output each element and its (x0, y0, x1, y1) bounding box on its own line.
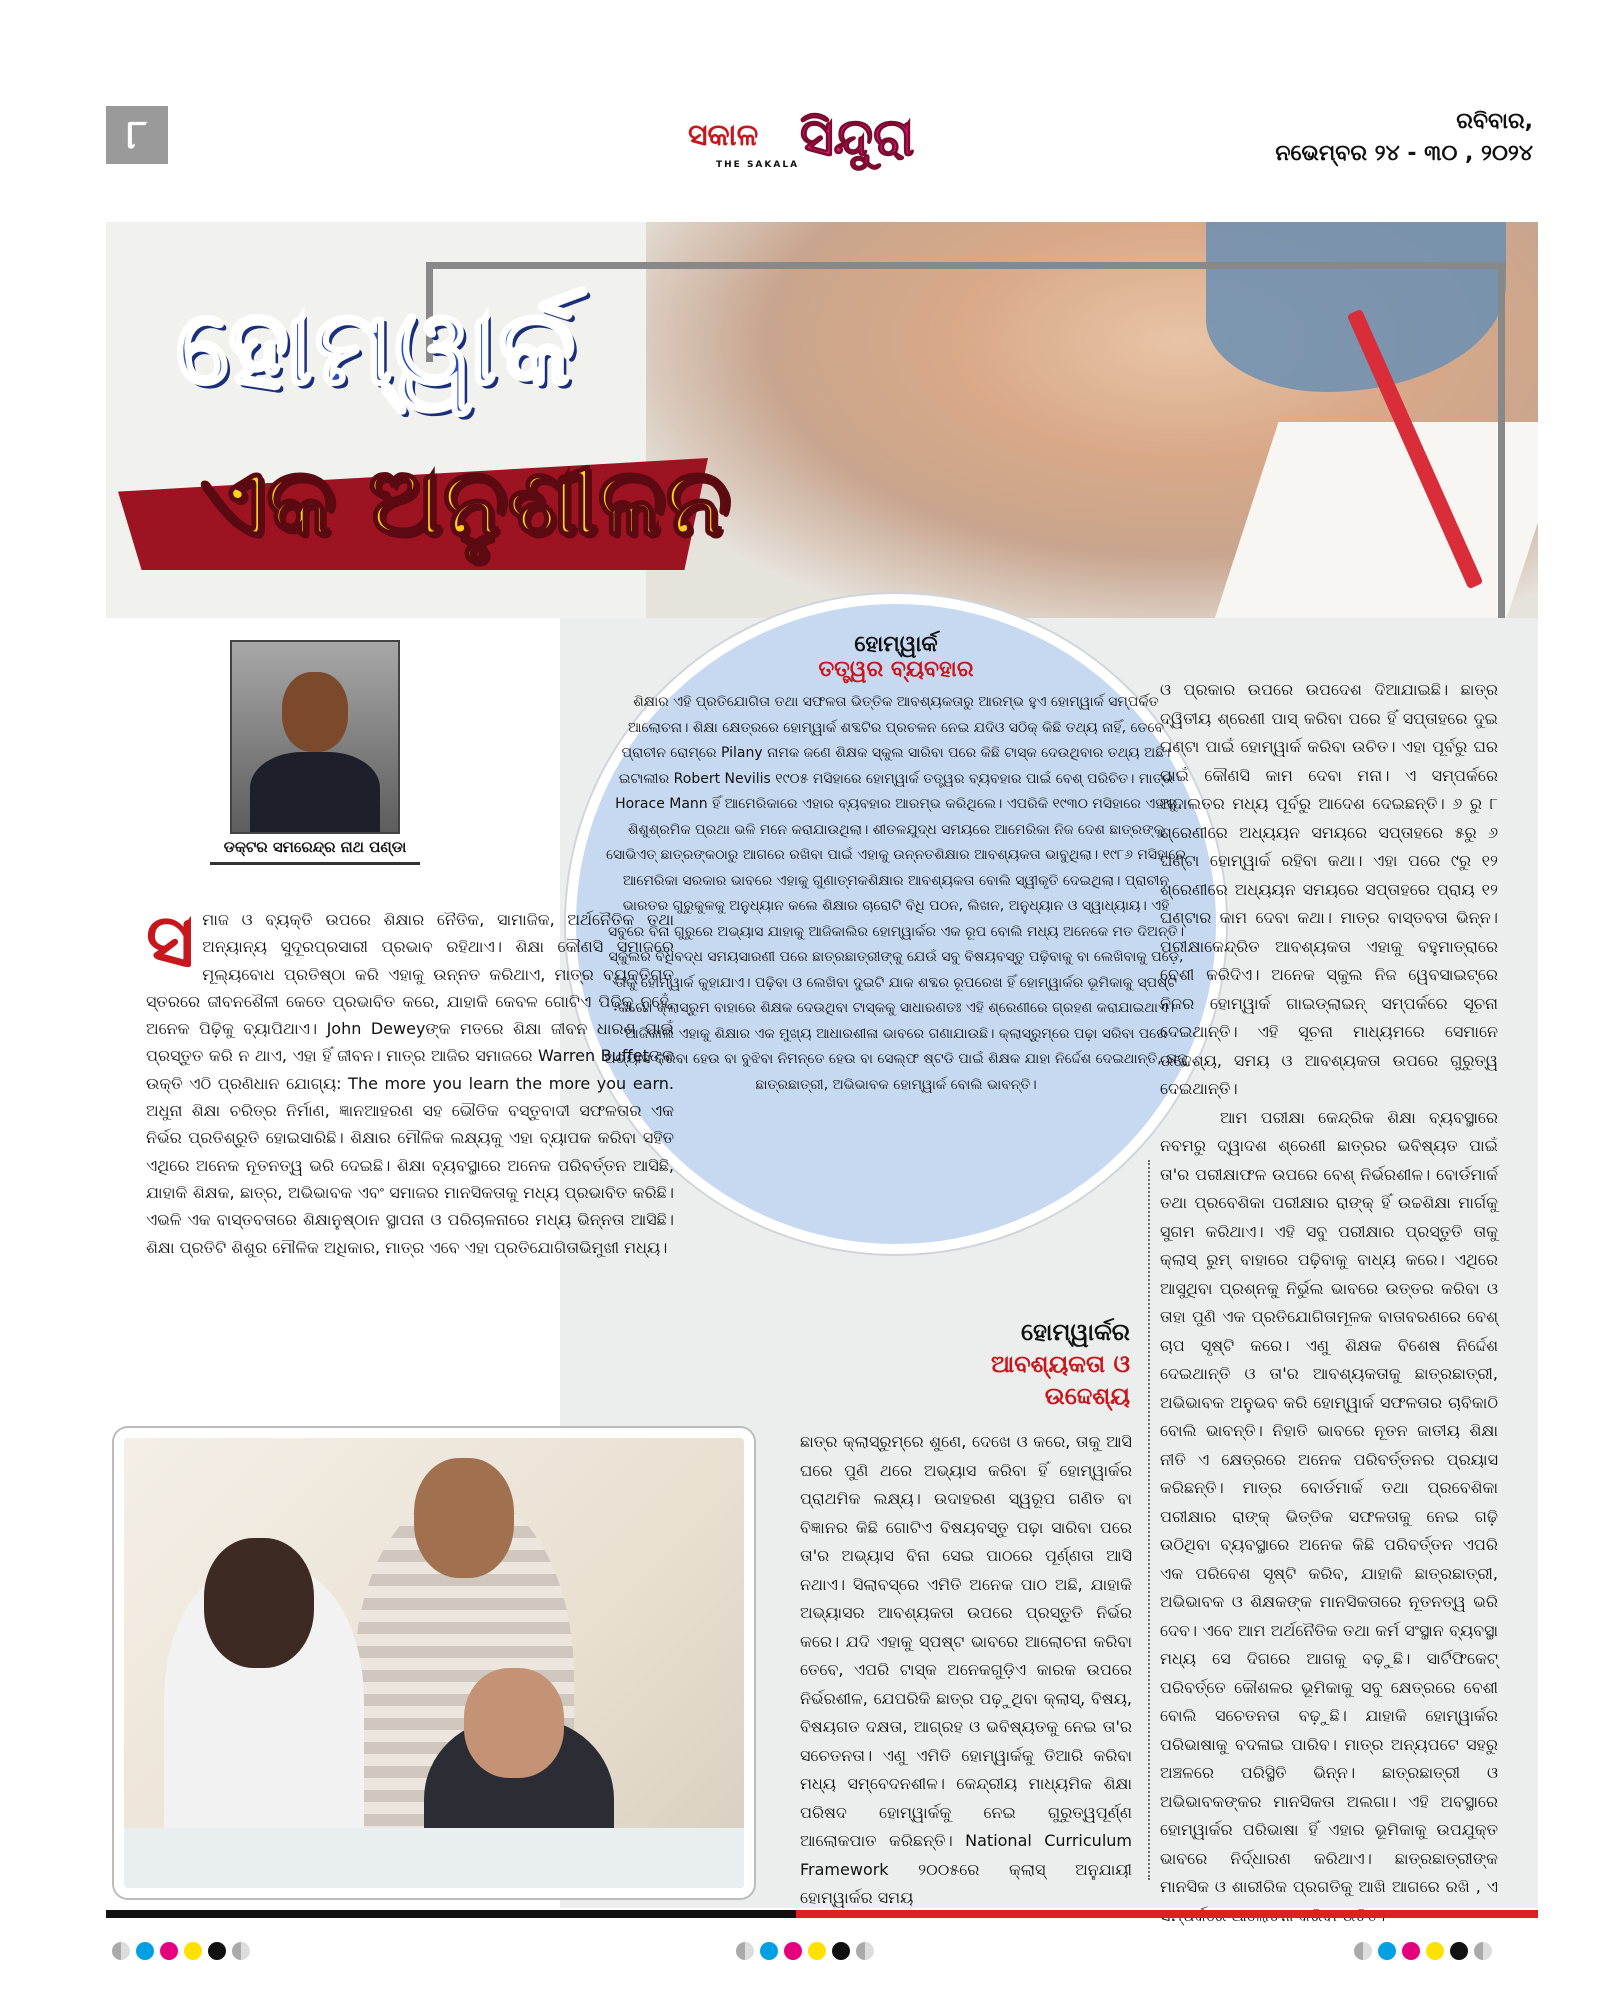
intro-text (146, 898, 674, 1261)
author-name: ଡକ୍ଟର ସମରେନ୍ଦ୍ର ନାଥ ପଣ୍ଡା (223, 838, 407, 856)
author-body-shape (250, 752, 380, 834)
circle-paragraph-2: ସ୍କୁଲର ବିଧିବଦ୍ଧ ସମୟସାରଣୀ ପରେ ଛାତ୍ରଛାତ୍ରୀଙ୍କୁ ଯେଉଁ ସବୁ ବିଷୟବସ୍ତୁ ପଢ଼ିବାକୁ ବା ଲେଖିବାକୁ ପଡ଼େ, ତାକୁ ହୋମ୍‌ୱାର୍କ କୁହାଯାଏ। ପଢ଼ିବା ଓ ଲେଖିବା ଦୁଇଟି ଯାକ ଶବ୍ଦର ରୂପରେଖ ହିଁ ହୋମ୍‌ୱାର୍କର ଭୂମିକାକୁ ସ୍ପଷ୍ଟ କରେ। କ୍ଲାସ୍‌ରୁମ ବାହାରେ ଶିକ୍ଷକ ଦେଉଥିବା ଟାସ୍କକୁ ସାଧାରଣତଃ ଏହି ଶ୍ରେଣୀରେ ଗ୍ରହଣ କରାଯାଇଥାଏ। ଆଜିକାଲି ଏହାକୁ ଶିକ୍ଷାର ଏକ ମୁଖ୍ୟ ଆଧାରଶୀଳା ଭାବରେ ଗଣାଯାଉଛି। କ୍ଲାସ୍‌ରୁମ୍‌ରେ ପଢ଼ା ସରିବା ପରେ ଅଭ୍ୟାସ କରିବା ହେଉ ବା ବୁଝିବା ନିମନ୍ତେ ହେଉ ବା ସେଲ୍ଫ ଷ୍ଟଡି ପାଇଁ ଶିକ୍ଷକ ଯାହା ନିର୍ଦ୍ଦେଶ ଦେଇଥାନ୍ତି, ତାକୁ ଛାତ୍ରଛାତ୍ରୀ, ଅଭିଭାବକ ହୋମ୍‌ୱାର୍କ ବୋଲି ଭାବନ୍ତି। (604, 949, 1188, 1093)
section2-heading-line3: ଉଦ୍ଦେଶ୍ୟ (1044, 1382, 1130, 1410)
section2-text: ଛାତ୍ର କ୍ଲାସ୍‌ରୁମ୍‌ରେ ଶୁଣେ, ଦେଖେ ଓ କରେ, ତାକୁ ଆସି ଘରେ ପୁଣି ଥରେ ଅଭ୍ୟାସ କରିବା ହିଁ ହୋମ୍‌ୱାର୍କର ପ୍ରାଥମିକ ଲକ୍ଷ୍ୟ। ଉଦାହରଣ ସ୍ୱରୂପ ଗଣିତ ବା ବିଜ୍ଞାନର କିଛି ଗୋଟିଏ ବିଷୟବସ୍ତୁ ପଢ଼ା ସାରିବା ପରେ ତା'ର ଅଭ୍ୟାସ ବିନା ସେଇ ପାଠରେ ପୂର୍ଣ୍ଣତା ଆସି ନଥାଏ। ସିଲାବସ୍‌ରେ ଏମିତି ଅନେକ ପାଠ ଅଛି, ଯାହାକି ଅଭ୍ୟାସର ଆବଶ୍ୟକତା ଉପରେ ପ୍ରସ୍ତୁତି ନିର୍ଭର କରେ। ଯଦି ଏହାକୁ ସ୍ପଷ୍ଟ ଭାବରେ ଆଲୋଚନା କରିବା ତେବେ, ଏପରି ଟାସ୍କ ଅନେକଗୁଡ଼ିଏ କାରକ ଉପରେ ନିର୍ଭରଶୀଳ, ଯେପରିକି ଛାତ୍ର ପଢ଼ୁଥିବା କ୍ଲାସ୍, ବିଷୟ, ବିଷୟଗତ ଦକ୍ଷତା, ଆଗ୍ରହ ଓ ଭବିଷ୍ୟତକୁ ନେଇ ତା'ର ସଚେତନତା। ଏଣୁ ଏମିତି ହୋମ୍‌ୱାର୍କକୁ ତିଆରି କରିବା ମଧ୍ୟ ସମ୍ବେଦନଶୀଳ। କେନ୍ଦ୍ରୀୟ ମାଧ୍ୟମିକ ଶିକ୍ଷା ପରିଷଦ ହୋମ୍‌ୱାର୍କକୁ ନେଇ ଗୁରୁତ୍ୱପୂର୍ଣ୍ଣ ଆଲୋକପାତ କରିଛନ୍ତି। National Curriculum Framework ୨୦୦୫ରେ କ୍ଲାସ୍ ଅନୁଯାୟୀ ହୋମ୍‌ୱାର୍କର ସମୟ (800, 1432, 1132, 1907)
registration-marks-right (1354, 1942, 1492, 1960)
article-title-line2: ଏକ ଅନୁଶୀଳନ (200, 448, 731, 557)
registration-half-dot (232, 1942, 250, 1960)
author-head-shape (282, 672, 348, 752)
registration-black-dot (1450, 1942, 1468, 1960)
circle-content (598, 604, 1194, 1098)
girl-head-shape (464, 1668, 564, 1778)
dropcap: ସ (146, 898, 195, 984)
page-number: ୮ (106, 106, 168, 164)
masthead-sub-logo: THE SAKALA (716, 160, 800, 170)
registration-yellow-dot (184, 1942, 202, 1960)
paper-shape (1214, 422, 1538, 618)
table-shape (124, 1828, 744, 1888)
circle-subheading: ତତ୍ତ୍ୱର ବ୍ୟବହାର (818, 657, 974, 682)
masthead (688, 108, 988, 188)
registration-magenta-dot (160, 1942, 178, 1960)
registration-magenta-dot (784, 1942, 802, 1960)
registration-cyan-dot (1378, 1942, 1396, 1960)
frame-line-right (1498, 262, 1505, 618)
registration-marks-center (736, 1942, 874, 1960)
supplement-logo: ସିନ୍ଦୁରା (800, 108, 915, 168)
writing-hand-photo (646, 222, 1538, 618)
circle-heading: ହୋମ୍‌ୱାର୍କ (854, 632, 938, 657)
mother-head-shape (204, 1538, 314, 1668)
frame-line-top (426, 262, 1506, 269)
masthead-main-logo: ସକାଳ (688, 118, 759, 153)
registration-half-dot (736, 1942, 754, 1960)
registration-half-dot (1354, 1942, 1372, 1960)
right-paragraph-1: ଓ ପ୍ରକାର ଉପରେ ଉପଦେଶ ଦିଆଯାଇଛି। ଛାତ୍ର ଦ୍ୱିତୀୟ ଶ୍ରେଣୀ ପାସ୍ କରିବା ପରେ ହିଁ ସପ୍ତାହରେ ଦୁଇ ଘଣ୍ଟା ପାଇଁ ହୋମ୍‌ୱାର୍କ କରିବା ଉଚିତ। ଏହା ପୂର୍ବରୁ ଘର ପାଇଁ କୌଣସି କାମ ଦେବା ମନା। ଏ ସମ୍ପର୍କରେ ଅଦାଲତର ମଧ୍ୟ ପୂର୍ବରୁ ଆଦେଶ ଦେଇଛନ୍ତି। ୬ ରୁ ୮ ଶ୍ରେଣୀରେ ଅଧ୍ୟୟନ ସମୟରେ ସପ୍ତାହରେ ୫ରୁ ୬ ଘଣ୍ଟା ହୋମ୍‌ୱାର୍କ ରହିବା କଥା। ଏହା ପରେ ୯ରୁ ୧୨ ଶ୍ରେଣୀରେ ଅଧ୍ୟୟନ ସମୟରେ ସପ୍ତାହରେ ପ୍ରାୟ ୧୨ ଘଣ୍ଟାର କାମ ଦେବା କଥା। ମାତ୍ର ବାସ୍ତବତା ଭିନ୍ନ। ପରୀକ୍ଷାକେନ୍ଦ୍ରିତ ଆବଶ୍ୟକତା ଏହାକୁ ବହୁମାତ୍ରାରେ ବେଶୀ କରିଦିଏ। ଅନେକ ସ୍କୁଲ ନିଜ ୱେବସାଇଟ୍‌ରେ ନିଜର ହୋମ୍‌ୱାର୍କ ଗାଇଡ୍‌ଲାଇନ୍ ସମ୍ପର୍କରେ ସୂଚନା ଦେଇଥାନ୍ତି। ଏହି ସୂଚନା ମାଧ୍ୟମରେ ସେମାନେ ଉଦ୍ଦେଶ୍ୟ, ସମୟ ଓ ଆବଶ୍ୟକତା ଉପରେ ଗୁରୁତ୍ୱ ଦେଇଥାନ୍ତି। (1160, 680, 1498, 1098)
author-photo (230, 640, 400, 834)
section2-heading-line2: ଆବଶ୍ୟକତା ଓ (991, 1350, 1130, 1378)
author-underline (210, 862, 420, 865)
circle-paragraph-1: ଶିକ୍ଷାର ଏହି ପ୍ରତିଯୋଗିତା ତଥା ସଫଳତା ଭିତ୍ତିକ ଆବଶ୍ୟକତାରୁ ଆରମ୍ଭ ହୁଏ ହୋମ୍‌ୱାର୍କ ସମ୍ପର୍କିତ ଆଲୋଚନା। ଶିକ୍ଷା କ୍ଷେତ୍ରରେ ହୋମ୍‌ୱାର୍କ ଶବ୍ଦଟିର ପ୍ରଚଳନ ନେଇ ଯଦିଓ ସଠିକ୍ କିଛି ତଥ୍ୟ ନାହିଁ, ତେବେ ପ୍ରାଚୀନ ରୋମ୍‌ରେ Pilany ନାମକ ଜଣେ ଶିକ୍ଷକ ସ୍କୁଲ ସାରିବା ପରେ କିଛି ଟାସ୍କ ଦେଉଥିବାର ତଥ୍ୟ ଅଛି। ଇଟାଲୀର Robert Nevilis ୧୯୦୫ ମସିହାରେ ହୋମ୍‌ୱାର୍କ ତତ୍ତ୍ୱର ବ୍ୟବହାର ପାଇଁ ବେଶ୍ ପରିଚିତ। ମାତ୍ର Horace Mann ହିଁ ଆମେରିକାରେ ଏହାର ବ୍ୟବହାର ଆରମ୍ଭ କରିଥିଲେ। ଏପରିକି ୧୯୩୦ ମସିହାରେ ଏହାକୁ ଶିଶୁଶ୍ରମିକ ପ୍ରଥା ଭଳି ମନେ କରାଯାଉଥିଲା। ଶୀତଳଯୁଦ୍ଧ ସମୟରେ ଆମେରିକା ନିଜ ଦେଶ ଛାତ୍ରଙ୍କୁ ସୋଭିଏତ୍ ଛାତ୍ରଙ୍କଠାରୁ ଆଗରେ ରଖିବା ପାଇଁ ଏହାକୁ ଉନ୍ନତଶିକ୍ଷାର ଆବଶ୍ୟକତା ଭାବୁଥିଲା। ୧୯୮୬ ମସିହାରେ ଆମେରିକା ସରକାର ଭାବରେ ଏହାକୁ ଗୁଣାତ୍ମକଶିକ୍ଷାର ଆବଶ୍ୟକତା ବୋଲି ସ୍ୱୀକୃତି ଦେଇଥିଲା। ପ୍ରାଚୀନ ଭାରତର ଗୁରୁକୁଳକୁ ଅନୁଧ୍ୟାନ କଲେ ଶିକ୍ଷାର ଚାରୋଟି ବିଧି ପଠନ, ଲିଖନ, ଅନୁଧ୍ୟାନ ଓ ସ୍ୱାଧ୍ୟାୟ। ଏହି ସବୁରେ ବିନା ଗୁରୁରେ ଅଭ୍ୟାସ ଯାହାକୁ ଆଜିକାଲିର ହୋମ୍‌ୱାର୍କର ଏକ ରୂପ ବୋଲି ମଧ୍ୟ ଅନେକେ ମତ ଦିଅନ୍ତି। (606, 694, 1186, 940)
registration-yellow-dot (1426, 1942, 1444, 1960)
registration-half-dot (856, 1942, 874, 1960)
sleeve-shape (1206, 222, 1506, 392)
column-divider (1148, 1160, 1150, 1880)
registration-black-dot (208, 1942, 226, 1960)
footer-bar-black (106, 1910, 796, 1918)
footer-bar-red (796, 1910, 1538, 1918)
registration-half-dot (1474, 1942, 1492, 1960)
right-paragraph-2: ଆମ ପରୀକ୍ଷା କେନ୍ଦ୍ରିକ ଶିକ୍ଷା ବ୍ୟବସ୍ଥାରେ ନବମରୁ ଦ୍ୱାଦଶ ଶ୍ରେଣୀ ଛାତ୍ରର ଭବିଷ୍ୟତ ପାଇଁ ତା'ର ପରୀକ୍ଷାଫଳ ଉପରେ ବେଶ୍ ନିର୍ଭରଶୀଳ। ବୋର୍ଡମାର୍କ ତଥା ପ୍ରବେଶିକା ପରୀକ୍ଷାର ରାଙ୍କ୍ ହିଁ ଉଚ୍ଚଶିକ୍ଷା ମାର୍ଗକୁ ସୁଗମ କରିଥାଏ। ଏହି ସବୁ ପରୀକ୍ଷାର ପ୍ରସ୍ତୁତି ତାକୁ କ୍ଲାସ୍ ରୁମ୍ ବାହାରେ ପଢ଼ିବାକୁ ବାଧ୍ୟ କରେ। ଏଥିରେ ଆସୁଥିବା ପ୍ରଶ୍ନକୁ ନିର୍ଭୁଲ ଭାବରେ ଉତ୍ତର କରିବା ଓ ତାହା ପୁଣି ଏକ ପ୍ରତିଯୋଗିତାମୂଳକ ବାତାବରଣରେ ବେଶ୍ ଚାପ ସୃଷ୍ଟି କରେ। ଏଣୁ ଶିକ୍ଷକ ବିଶେଷ ନିର୍ଦ୍ଦେଶ ଦେଇଥାନ୍ତି ଓ ତା'ର ଆବଶ୍ୟକତାକୁ ଛାତ୍ରଛାତ୍ରୀ, ଅଭିଭାବକ ଅନୁଭବ କରି ହୋମ୍‌ୱାର୍କ ସଫଳତାର ଚାବିକାଠି ବୋଲି ଭାବନ୍ତି। ନିହାତି ଭାବରେ ନୂତନ ଜାତୀୟ ଶିକ୍ଷା ନୀତି ଏ କ୍ଷେତ୍ରରେ ଅନେକ ପରିବର୍ତ୍ତନର ପ୍ରୟାସ କରିଛନ୍ତି। ମାତ୍ର ବୋର୍ଡମାର୍କ ତଥା ପ୍ରବେଶିକା ପରୀକ୍ଷାର ରାଙ୍କ୍ ଭିତ୍ତିକ ସଫଳତାକୁ ନେଇ ଗଢ଼ି ଉଠିଥିବା ବ୍ୟବସ୍ଥାରେ ଅନେକ କିଛି ପରିବର୍ତ୍ତନ ଏପରି ଏକ ପରିବେଶ ସୃଷ୍ଟି କରିବ, ଯାହାକି ଛାତ୍ରଛାତ୍ରୀ, ଅଭିଭାବକ ଓ ଶିକ୍ଷକଙ୍କ ମାନସିକତାରେ ନୂତନତ୍ୱ ଭରି ଦେବ। ଏବେ ଆମ ଅର୍ଥନୈତିକ ତଥା କର୍ମ ସଂସ୍ଥାନ ବ୍ୟବସ୍ଥା ମଧ୍ୟ ସେ ଦିଗରେ ଆଗକୁ ବଢ଼ୁଛି। ସାର୍ଟିଫିକେଟ୍ ପରିବର୍ତ୍ତେ କୌଶଳର ଭୂମିକାକୁ ସବୁ କ୍ଷେତ୍ରରେ ବେଶୀ ବୋଲି ସଚେତନତା ବଢ଼ୁଛି। ଯାହାକି ହୋମ୍‌ୱାର୍କର ପରିଭାଷାକୁ ବଦଳାଇ ପାରିବ। ମାତ୍ର ଅନ୍ୟପଟେ ସହରୁ ଅଞ୍ଚଳରେ ପରିସ୍ଥିତି ଭିନ୍ନ। ଛାତ୍ରଛାତ୍ରୀ ଓ ଅଭିଭାବକଙ୍କର ମାନସିକତା ଅଲଗା। ଏହି ଅବସ୍ଥାରେ ହୋମ୍‌ୱାର୍କର ପରିଭାଷା ହିଁ ଏହାର ଭୂମିକାକୁ ଉପଯୁକ୍ତ ଭାବରେ ନିର୍ଦ୍ଧାରଣ କରିଥାଏ। ଛାତ୍ରଛାତ୍ରୀଙ୍କ ମାନସିକ ଓ ଶାରୀରିକ ପ୍ରଗତିକୁ ଆଖି ଆଗରେ ରଖି , ଏ (1160, 1107, 1498, 1896)
intro-paragraph: ମାଜ ଓ ବ୍ୟକ୍ତି ଉପରେ ଶିକ୍ଷାର ନୈତିକ, ସାମାଜିକ, ଅର୍ଥନୈତିକ ତଥା ଅନ୍ୟାନ୍ୟ ସୁଦୂରପ୍ରସାରୀ ପ୍ରଭାବ ରହିଥାଏ। ଶିକ୍ଷା କୌଣସି ସମାଜରେ ମୂଲ୍ୟବୋଧ ପ୍ରତିଷ୍ଠା କରି ଏହାକୁ ଉନ୍ନତ କରିଥାଏ, ମାତ୍ର ବ୍ୟକ୍ତିଗତ ସ୍ତରରେ ଜୀବନଶୈଳୀ କେତେ ପ୍ରଭାବିତ କରେ, ଯାହାକି କେବଳ ଗୋଟିଏ ପିଢ଼ିକୁ ନୁହେଁ, ଅନେକ ପିଢ଼ିକୁ ବ୍ୟାପିଥାଏ। John Deweyଙ୍କ ମତରେ ଶିକ୍ଷା ଜୀବନ ଧାରଣ ପାଇଁ ପ୍ରସ୍ତୁତ କରି ନ ଥାଏ, ଏହା ହିଁ ଜୀବନ। ମାତ୍ର ଆଜିର ସମାଜରେ Warren Buffetଙ୍କ ଉକ୍ତି ଏଠି ପ୍ରଣିଧାନ ଯୋଗ୍ୟ: The more you learn the more you earn. ଅଧୁନା ଶିକ୍ଷା ଚରିତ୍ର ନିର୍ମାଣ, ଜ୍ଞାନଆହରଣ ସହ ଭୌତିକ ବସ୍ତୁବାଦୀ ସଫଳତାର ଏକ ନିର୍ଭର ପ୍ରତିଶ୍ରୁତି ହୋଇସାରିଛି। ଶିକ୍ଷାର ମୌଳିକ ଲକ୍ଷ୍ୟକୁ ଏହା ବ୍ୟାପକ କରିବା ସହିତ ଏଥିରେ ଅନେକ ନୂତନତ୍ୱ ଭରି ଦେଇଛି। ଶିକ୍ଷା ବ୍ୟବସ୍ଥାରେ ଅନେକ ପରିବର୍ତ୍ତନ ଆସିଛି, ଯାହାକି ଶିକ୍ଷକ, ଛାତ୍ର, ଅଭିଭାବକ ଏବଂ ସମାଜର ମାନସିକତାକୁ ମଧ୍ୟ ପ୍ରଭାବିତ କରିଛି। ଏଭଳି ଏକ ବାସ୍ତବତାରେ ଶିକ୍ଷାନୁଷ୍ଠାନ ସ୍ଥାପନା ଓ ପରିଚାଳନାରେ ମଧ୍ୟ ଭିନ୍ନତା ଆସିଛି। ଶିକ୍ଷା ପ୍ରତିଟି ଶିଶୁର ମୌଳିକ ଅଧିକାର, ମାତ୍ର ଏବେ ଏହା ପ୍ରତିଯୋଗିତାଭିମୁଖୀ ମଧ୍ୟ। (146, 910, 674, 1257)
day-label: ରବିବାର, (1456, 109, 1533, 134)
article-title-line1: ହୋମ୍‌ୱାର୍କ (176, 286, 578, 408)
registration-black-dot (832, 1942, 850, 1960)
family-homework-photo (114, 1428, 754, 1898)
dateline (1275, 106, 1533, 170)
registration-magenta-dot (1402, 1942, 1420, 1960)
section2-heading-line1: ହୋମ୍‌ୱାର୍କର (1021, 1318, 1130, 1346)
registration-yellow-dot (808, 1942, 826, 1960)
registration-marks-left (112, 1942, 250, 1960)
father-head-shape (414, 1458, 514, 1578)
right-column (1160, 676, 1498, 1930)
date-range: ନଭେମ୍ବର ୨୪ - ୩୦ , ୨୦୨୪ (1275, 141, 1533, 166)
registration-half-dot (112, 1942, 130, 1960)
registration-cyan-dot (760, 1942, 778, 1960)
registration-cyan-dot (136, 1942, 154, 1960)
